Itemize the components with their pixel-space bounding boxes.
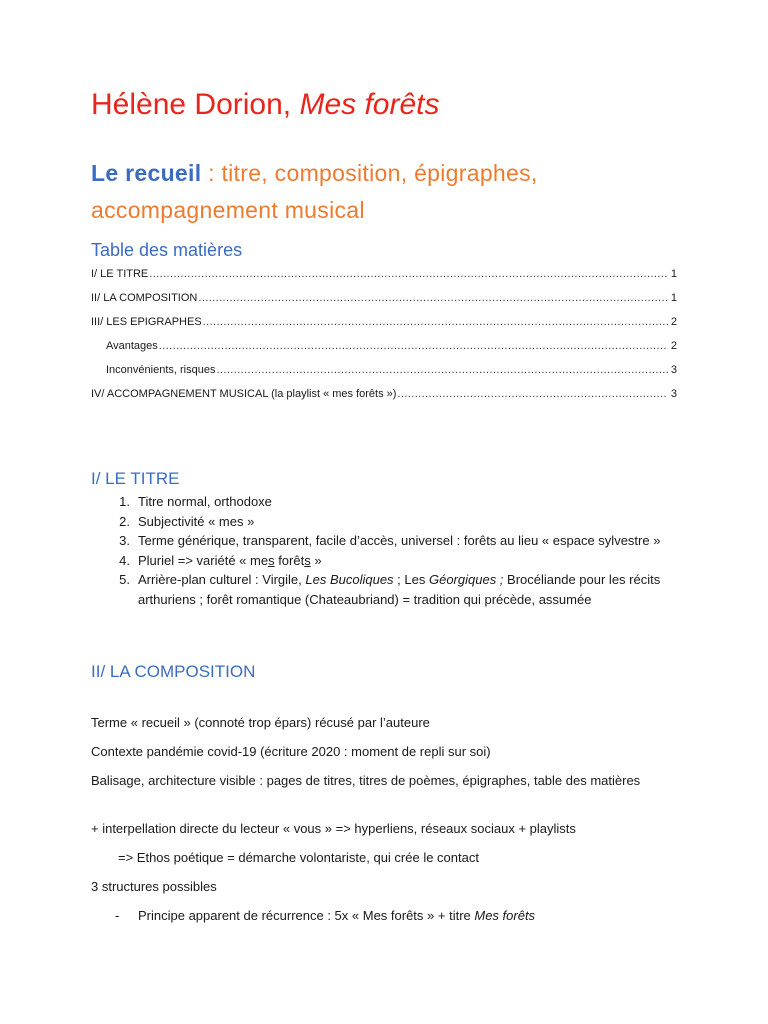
paragraph: + interpellation directe du lecteur « vous » => hyperliens, réseaux sociaux + playlists [91, 821, 576, 836]
document-title [91, 88, 440, 122]
toc-entry[interactable] [91, 385, 677, 409]
toc-entry-page: 3 [670, 388, 677, 400]
toc-entry-page: 1 [670, 292, 677, 304]
toc-entry-label: IV/ ACCOMPAGNEMENT MUSICAL (la playlist « mes forêts ») [91, 388, 397, 400]
toc-entry-label: Inconvénients, risques [106, 364, 216, 376]
toc-entry[interactable] [91, 265, 677, 289]
paragraph: => Ethos poétique = démarche volontariste, qui crée le contact [118, 850, 479, 865]
toc-entry-page: 1 [670, 268, 677, 280]
toc-entry[interactable] [91, 313, 677, 337]
toc-leader-dots [203, 314, 668, 330]
toc-entry-label: Avantages [106, 340, 158, 352]
paragraph: Contexte pandémie covid-19 (écriture 2020 : moment de repli sur soi) [91, 744, 491, 759]
table-of-contents [91, 265, 677, 409]
paragraph: 3 structures possibles [91, 879, 217, 894]
subtitle-strong: Le recueil [91, 160, 202, 186]
paragraph: Terme « recueil » (connoté trop épars) récusé par l’auteure [91, 715, 430, 730]
title-list [91, 492, 677, 609]
toc-leader-dots [216, 362, 667, 378]
toc-entry[interactable] [91, 361, 677, 385]
list-item: 1. Titre normal, orthodoxe [119, 494, 272, 509]
toc-entry-label: II/ LA COMPOSITION [91, 292, 198, 304]
toc-entry-page: 2 [670, 316, 677, 328]
toc-heading: Table des matières [91, 240, 243, 260]
section-heading-composition: II/ LA COMPOSITION [91, 662, 256, 681]
toc-entry[interactable] [91, 289, 677, 313]
toc-leader-dots [198, 290, 668, 306]
toc-entry-page: 2 [670, 340, 677, 352]
toc-entry-page: 3 [670, 364, 677, 376]
toc-entry-label: I/ LE TITRE [91, 268, 149, 280]
document-subtitle [91, 155, 677, 229]
title-author: Hélène Dorion, [91, 88, 300, 121]
list-item: 5. Arrière-plan culturel : Virgile, Les Bucoliques ; Les Géorgiques ; Brocéliande pour les récits arthuriens ; forêt romantique (Chateaubriand) = tradition qui précède, assumée [119, 572, 661, 607]
list-item: 4. Pluriel => variété « mes forêts » [119, 552, 322, 568]
title-work: Mes forêts [299, 88, 440, 121]
toc-entry[interactable] [91, 337, 677, 361]
list-item: 3. Terme générique, transparent, facile d’accès, universel : forêts au lieu « espace sylvestre » [119, 533, 661, 548]
toc-entry-label: III/ LES EPIGRAPHES [91, 316, 202, 328]
toc-leader-dots [159, 338, 668, 354]
toc-leader-dots [397, 386, 667, 402]
toc-leader-dots [149, 266, 668, 282]
subtitle-rest: : titre, composition, épigraphes, accompagnement musical [91, 160, 538, 223]
section-heading-titre: I/ LE TITRE [91, 469, 180, 488]
dash-list-item: - Principe apparent de récurrence : 5x « Mes forêts » + titre Mes forêts [115, 908, 536, 923]
paragraph: Balisage, architecture visible : pages de titres, titres de poèmes, épigraphes, table des matières [91, 773, 641, 788]
list-item: 2. Subjectivité « mes » [119, 513, 255, 529]
